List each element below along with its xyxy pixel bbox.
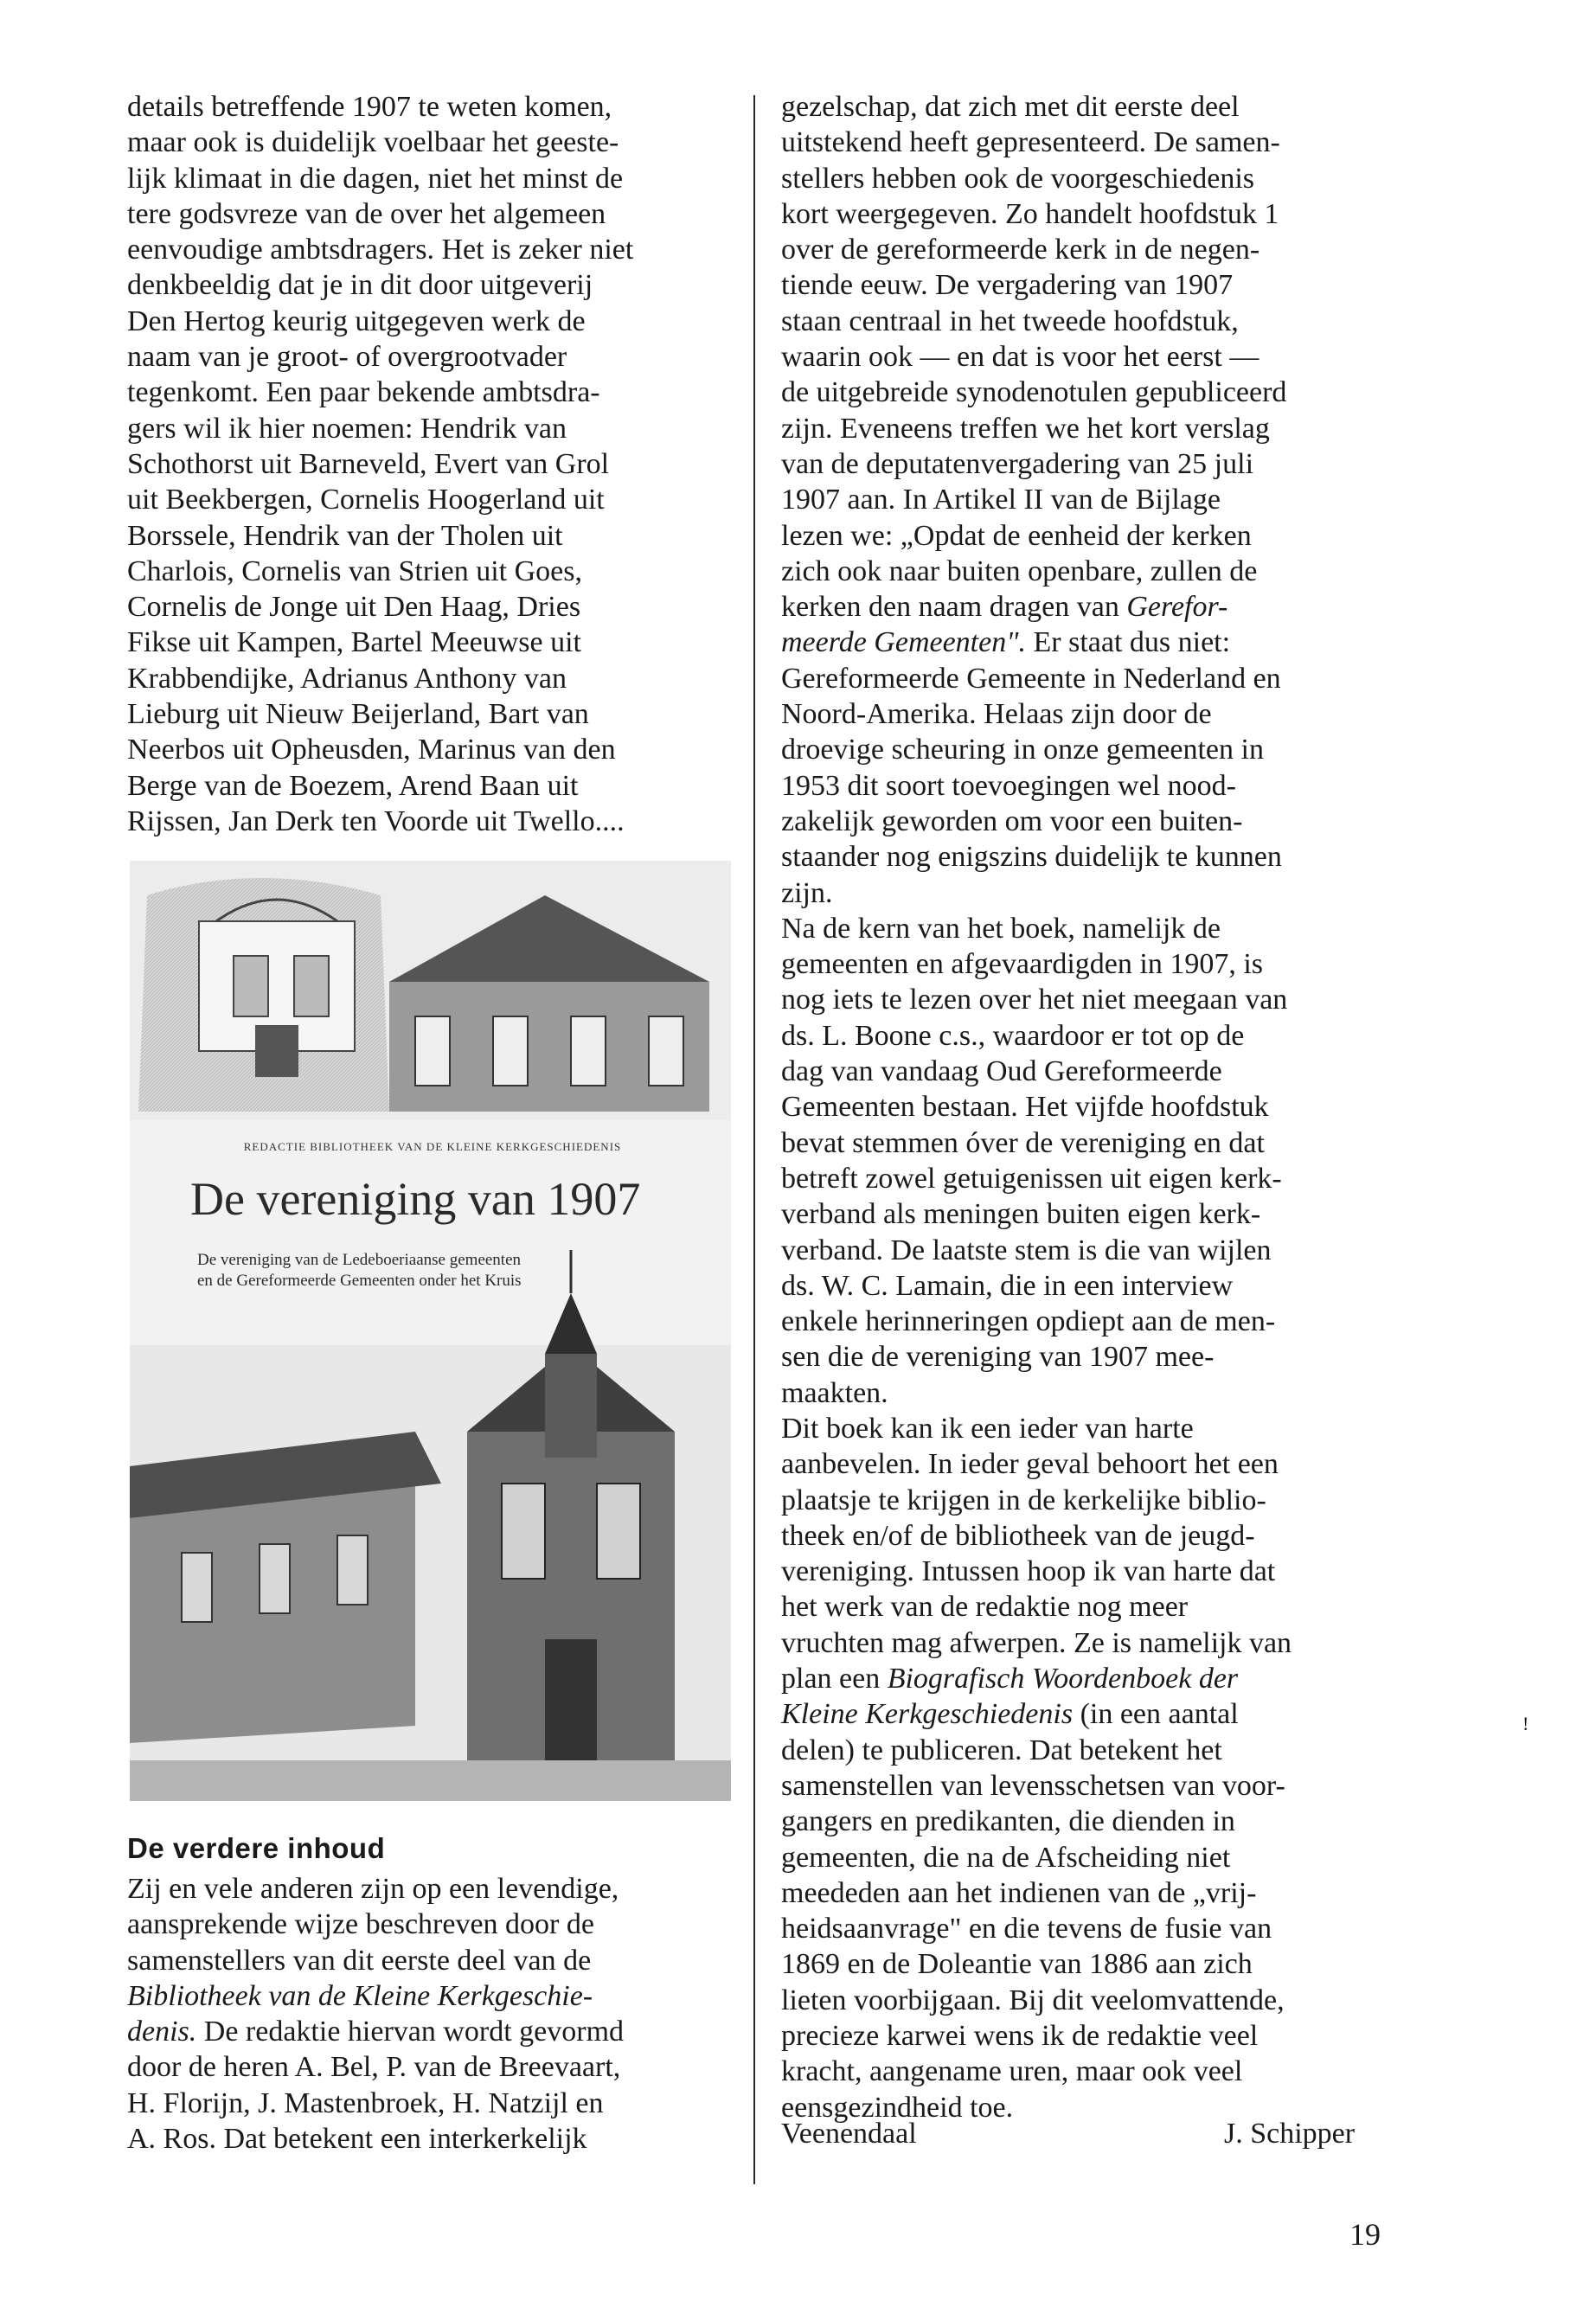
- text-line: gers wil ik hier noemen: Hendrik van: [127, 412, 567, 445]
- page-number: 19: [1349, 2217, 1381, 2252]
- text-line: Dit boek kan ik een ieder van harte: [781, 1412, 1194, 1445]
- text-line: uit Beekbergen, Cornelis Hoogerland uit: [127, 484, 605, 516]
- text-line: sen die de vereniging van 1907 mee-: [781, 1341, 1215, 1374]
- text-line: zijn.: [781, 876, 833, 909]
- text-line: lieten voorbijgaan. Bij dit veelomvattende,: [781, 1984, 1285, 2016]
- text-line: vruchten mag afwerpen. Ze is namelijk van: [781, 1626, 1292, 1659]
- text-line: heidsaanvrage" en die tevens de fusie van: [781, 1913, 1272, 1945]
- italic-text: meerde Gemeenten".: [781, 626, 1026, 659]
- text-line: [781, 589, 1408, 625]
- cover-subtitle: [197, 1250, 522, 1292]
- text-line: meededen aan het indienen van de „vrij-: [781, 1876, 1257, 1909]
- text-line: Gereformeerde Gemeente in Nederland en: [781, 662, 1281, 695]
- text-line: denkbeeldig dat je in dit door uitgeverij: [127, 269, 593, 302]
- text-line: Bibliotheek van de Kleine Kerkgeschie-: [127, 1979, 593, 2012]
- signature-place: Veenendaal: [781, 2118, 917, 2150]
- text-line: maakten.: [781, 1376, 888, 1409]
- text-line: tere godsvreze van de over het algemeen: [127, 197, 606, 230]
- text-line: Gemeenten bestaan. Het vijfde hoofdstuk: [781, 1091, 1269, 1124]
- text-line: ds. L. Boone c.s., waardoor er tot op de: [781, 1019, 1245, 1052]
- text-line: lezen we: „Opdat de eenheid der kerken: [781, 519, 1252, 552]
- text-line: Schothorst uit Barneveld, Evert van Grol: [127, 447, 610, 480]
- text-line: Na de kern van het boek, namelijk de: [781, 912, 1221, 945]
- cover-subtitle-line: en de Gereformeerde Gemeenten onder het Kruis: [197, 1272, 522, 1290]
- section-body: [127, 1871, 750, 2157]
- text-line: verband. De laatste stem is die van wijlen: [781, 1234, 1272, 1266]
- cover-title: De vereniging van 1907: [190, 1173, 641, 1225]
- text-span: (in een aantal: [1073, 1698, 1239, 1731]
- text-line: kort weergegeven. Zo handelt hoofdstuk 1: [781, 197, 1279, 230]
- text-line: zakelijk geworden om voor een buiten-: [781, 804, 1243, 837]
- text-line: stellers hebben ook de voorgeschiedenis: [781, 162, 1255, 195]
- text-line: [781, 1661, 1408, 1696]
- cover-series-text: REDACTIE BIBLIOTHEEK VAN DE KLEINE KERKGESCHIEDENIS: [243, 1140, 622, 1153]
- signature-author: J. Schipper: [1224, 2118, 1356, 2150]
- text-line: vereniging. Intussen hoop ik van harte dat: [781, 1555, 1276, 1588]
- text-line: naam van je groot- of overgrootvader: [127, 341, 567, 374]
- text-line: staan centraal in het tweede hoofdstuk,: [781, 304, 1239, 337]
- italic-text: Biografisch Woordenboek der: [887, 1663, 1239, 1695]
- text-line: door de heren A. Bel, P. van de Breevaart,: [127, 2051, 621, 2084]
- italic-text: Kleine Kerkgeschiedenis: [781, 1698, 1074, 1731]
- text-line: 1907 aan. In Artikel II van de Bijlage: [781, 484, 1221, 516]
- text-line: over de gereformeerde kerk in de negen-: [781, 234, 1260, 266]
- text-line: gemeenten en afgevaardigden in 1907, is: [781, 948, 1264, 981]
- text-line: Krabbendijke, Adrianus Anthony van: [127, 662, 567, 695]
- text-line: Berge van de Boezem, Arend Baan uit: [127, 769, 579, 802]
- text-line: ds. W. C. Lamain, die in een interview: [781, 1269, 1234, 1302]
- text-line: kracht, aangename uren, maar ook veel: [781, 2055, 1243, 2088]
- text-line: Den Hertog keurig uitgegeven werk de: [127, 304, 586, 337]
- text-line: 1953 dit soort toevoegingen wel nood-: [781, 769, 1236, 802]
- text-line: Borssele, Hendrik van der Tholen uit: [127, 519, 563, 552]
- text-line: waarin ook — en dat is voor het eerst —: [781, 341, 1259, 374]
- text-line: Cornelis de Jonge uit Den Haag, Dries: [127, 591, 581, 624]
- text-line: theek en/of de bibliotheek van de jeugd-: [781, 1519, 1255, 1552]
- text-line: aanbevelen. In ieder geval behoort het een: [781, 1448, 1279, 1481]
- text-line: details betreffende 1907 te weten komen,: [127, 91, 612, 123]
- text-line: dag van vandaag Oud Gereformeerde: [781, 1055, 1222, 1088]
- left-column: [127, 89, 750, 839]
- text-line: bevat stemmen óver de vereniging en dat: [781, 1126, 1265, 1159]
- text-line: enkele herinneringen opdiept aan de men-: [781, 1305, 1276, 1338]
- text-span: De redaktie hiervan wordt gevormd: [196, 2016, 625, 2048]
- text-line: samenstellers van dit eerste deel van de: [127, 1944, 592, 1977]
- text-line: Fikse uit Kampen, Bartel Meeuwse uit: [127, 626, 582, 659]
- text-line: aansprekende wijze beschreven door de: [127, 1908, 594, 1941]
- text-line: Neerbos uit Opheusden, Marinus van den: [127, 734, 616, 766]
- italic-text: Gerefor-: [1126, 591, 1228, 624]
- text-line: maar ook is duidelijk voelbaar het geeste-: [127, 126, 619, 159]
- text-line: Rijssen, Jan Derk ten Voorde uit Twello....: [127, 804, 625, 837]
- text-span: Er staat dus niet:: [1026, 626, 1231, 659]
- text-line: Noord-Amerika. Helaas zijn door de: [781, 698, 1212, 731]
- cover-illustration: [130, 861, 731, 1801]
- text-line: tiende eeuw. De vergadering van 1907: [781, 269, 1234, 302]
- text-line: 1869 en de Doleantie van 1886 aan zich: [781, 1948, 1253, 1981]
- text-span: plan een: [781, 1663, 888, 1695]
- text-line: delen) te publiceren. Dat betekent het: [781, 1734, 1222, 1766]
- text-line: van de deputatenvergadering van 25 juli: [781, 447, 1254, 480]
- text-line: verband als meningen buiten eigen kerk-: [781, 1198, 1261, 1231]
- text-line: samenstellen van levensschetsen van voor-: [781, 1769, 1285, 1802]
- text-line: eenvoudige ambtsdragers. Het is zeker niet: [127, 234, 634, 266]
- text-line: de uitgebreide synodenotulen gepubliceerd: [781, 376, 1287, 409]
- cover-subtitle-line: De vereniging van de Ledeboeriaanse gemeenten: [197, 1251, 522, 1269]
- right-column: [781, 89, 1408, 2125]
- text-line: [781, 625, 1408, 660]
- text-line: staander nog enigszins duidelijk te kunnen: [781, 841, 1282, 874]
- text-line: A. Ros. Dat betekent een interkerkelijk: [127, 2123, 587, 2156]
- text-line: uitstekend heeft gepresenteerd. De samen-: [781, 126, 1280, 159]
- text-line: [781, 1696, 1408, 1732]
- text-line: Charlois, Cornelis van Strien uit Goes,: [127, 554, 583, 587]
- text-line: lijk klimaat in die dagen, niet het minst de: [127, 162, 624, 195]
- text-line: Lieburg uit Nieuw Beijerland, Bart van: [127, 698, 589, 731]
- text-line: droevige scheuring in onze gemeenten in: [781, 734, 1264, 766]
- column-divider: [753, 95, 755, 2184]
- text-line: H. Florijn, J. Mastenbroek, H. Natzijl en: [127, 2086, 604, 2119]
- text-line: [127, 2014, 750, 2049]
- section-heading: De verdere inhoud: [127, 1832, 386, 1864]
- text-line: gangers en predikanten, die dienden in: [781, 1805, 1235, 1838]
- text-line: Zij en vele anderen zijn op een levendige,: [127, 1873, 619, 1905]
- text-line: eensgezindheid toe.: [781, 2091, 1014, 2124]
- stray-mark: !: [1522, 1713, 1529, 1734]
- text-line: betreft zowel getuigenissen uit eigen kerk-: [781, 1162, 1282, 1195]
- text-line: zijn. Eveneens treffen we het kort verslag: [781, 412, 1270, 445]
- italic-text: denis.: [127, 2016, 197, 2048]
- text-line: gemeenten, die na de Afscheiding niet: [781, 1841, 1231, 1874]
- text-line: nog iets te lezen over het niet meegaan van: [781, 984, 1288, 1016]
- text-line: precieze karwei wens ik de redaktie veel: [781, 2020, 1259, 2053]
- book-cover-image: [130, 861, 731, 1801]
- text-line: het werk van de redaktie nog meer: [781, 1591, 1189, 1624]
- text-line: zich ook naar buiten openbare, zullen de: [781, 554, 1258, 587]
- text-span: kerken den naam dragen van: [781, 591, 1127, 624]
- text-line: gezelschap, dat zich met dit eerste deel: [781, 91, 1240, 123]
- text-line: plaatsje te krijgen in de kerkelijke biblio-: [781, 1484, 1266, 1516]
- text-line: tegenkomt. Een paar bekende ambtsdra-: [127, 376, 600, 409]
